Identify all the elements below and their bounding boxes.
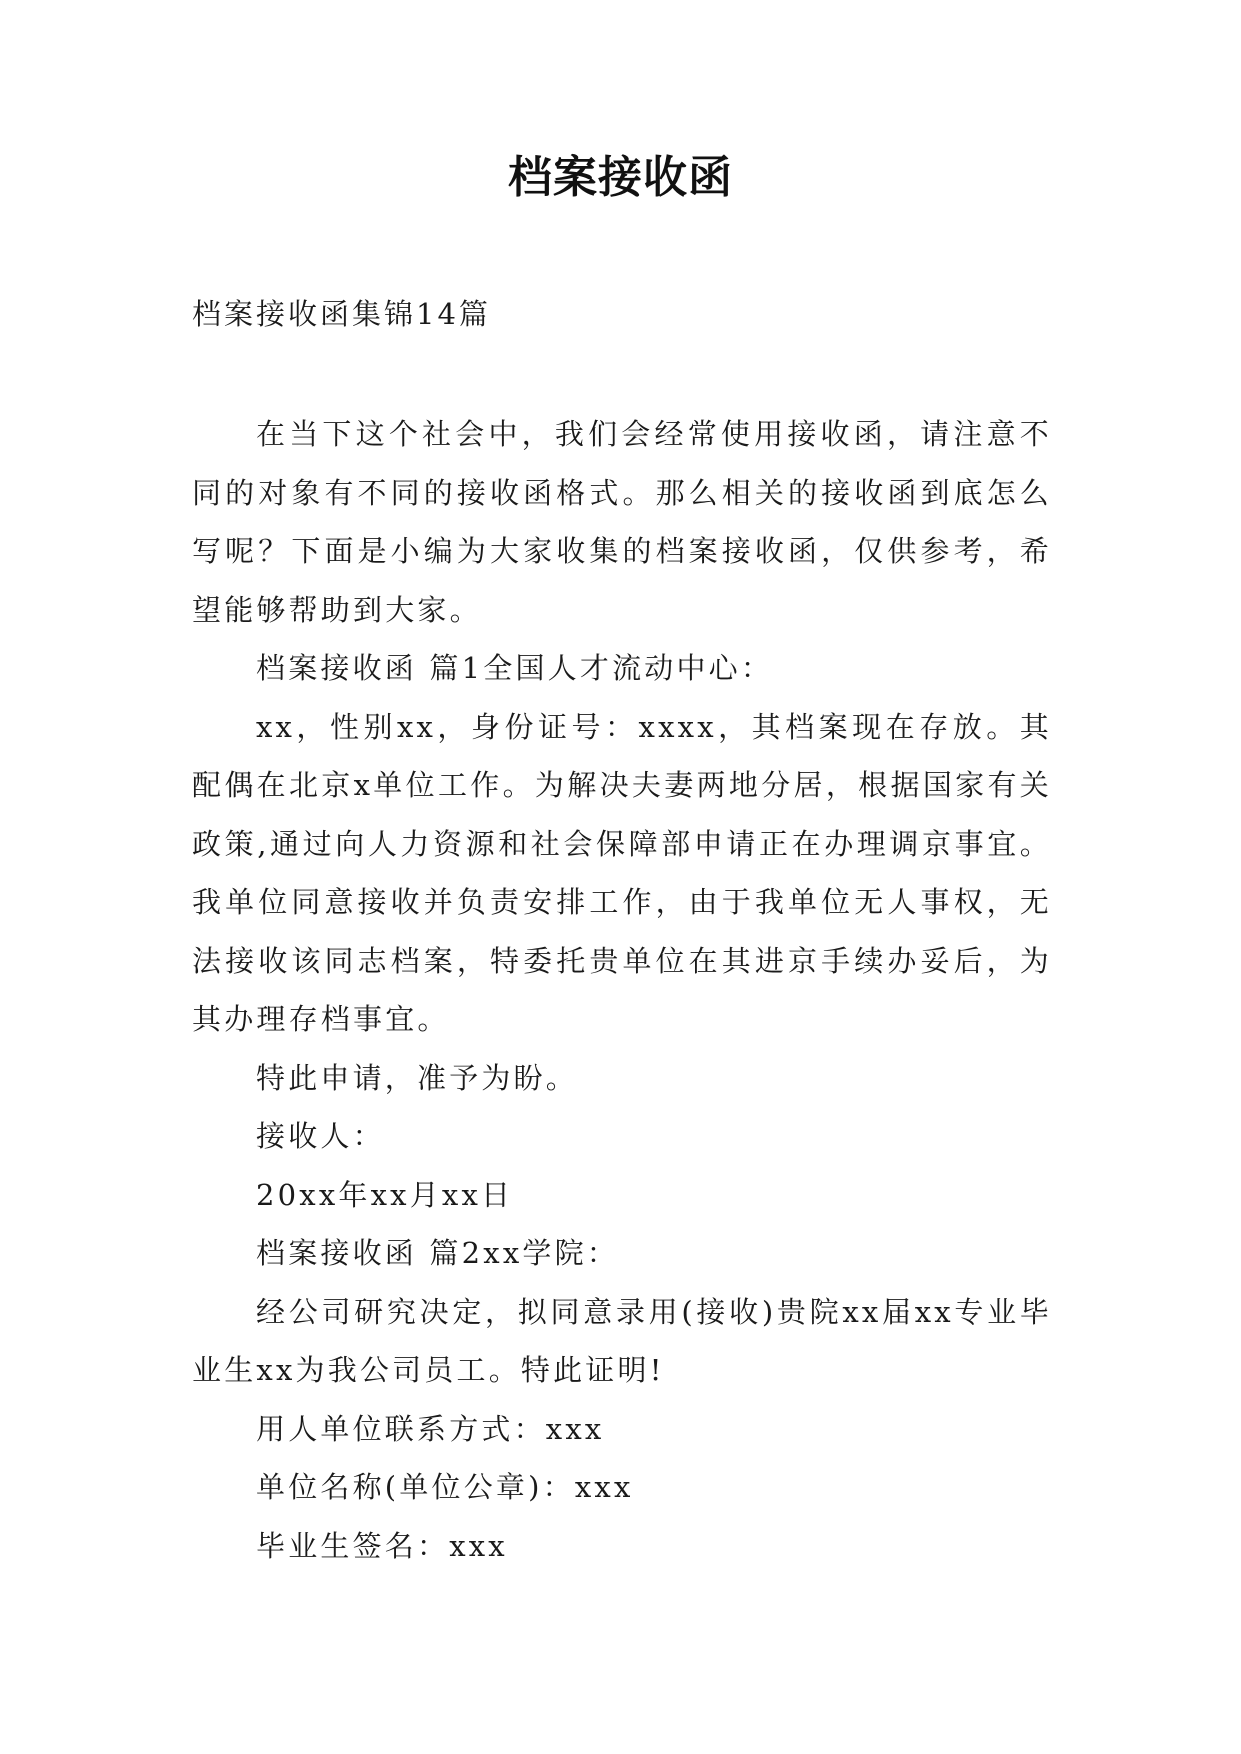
letter-2-heading: 档案接收函 篇2xx学院： <box>256 1236 619 1270</box>
letter-2-contact: 用人单位联系方式：xxx <box>256 1411 605 1446</box>
document-body <box>192 405 1052 1575</box>
letter-1-receiver: 接收人： <box>256 1119 385 1153</box>
letter-2-employer-name: 单位名称(单位公章)：xxx <box>256 1470 634 1504</box>
letter-1-date: 20xx年xx月xx日 <box>256 1177 514 1212</box>
letter-1-body: xx，性别xx，身份证号：xxxx，其档案现在存放。其配偶在北京x单位工作。为解决夫妻两地分居，根据国家有关政策,通过向人力资源和社会保障部申请正在办理调京事宜。我单位同意接收并负责安排工作，由于我单位无人事权，无法接收该同志档案，特委托贵单位在其进京手续办妥后，为其办理存档事宜。 <box>192 709 1052 1036</box>
letter-1-closing: 特此申请，准予为盼。 <box>256 1060 579 1095</box>
document-subtitle: 档案接收函集锦14篇 <box>192 297 491 331</box>
document-title: 档案接收函 <box>508 152 733 203</box>
letter-2-body: 经公司研究决定，拟同意录用(接收)贵院xx届xx专业毕业生xx为我公司员工。特此证明! <box>192 1294 1052 1387</box>
letter-1-heading: 档案接收函 篇1全国人才流动中心： <box>256 651 774 685</box>
intro-paragraph: 在当下这个社会中，我们会经常使用接收函，请注意不同的对象有不同的接收函格式。那么相关的接收函到底怎么写呢？下面是小编为大家收集的档案接收函，仅供参考，希望能够帮助到大家。 <box>192 417 1052 627</box>
letter-2-graduate-signature: 毕业生签名：xxx <box>256 1528 508 1563</box>
